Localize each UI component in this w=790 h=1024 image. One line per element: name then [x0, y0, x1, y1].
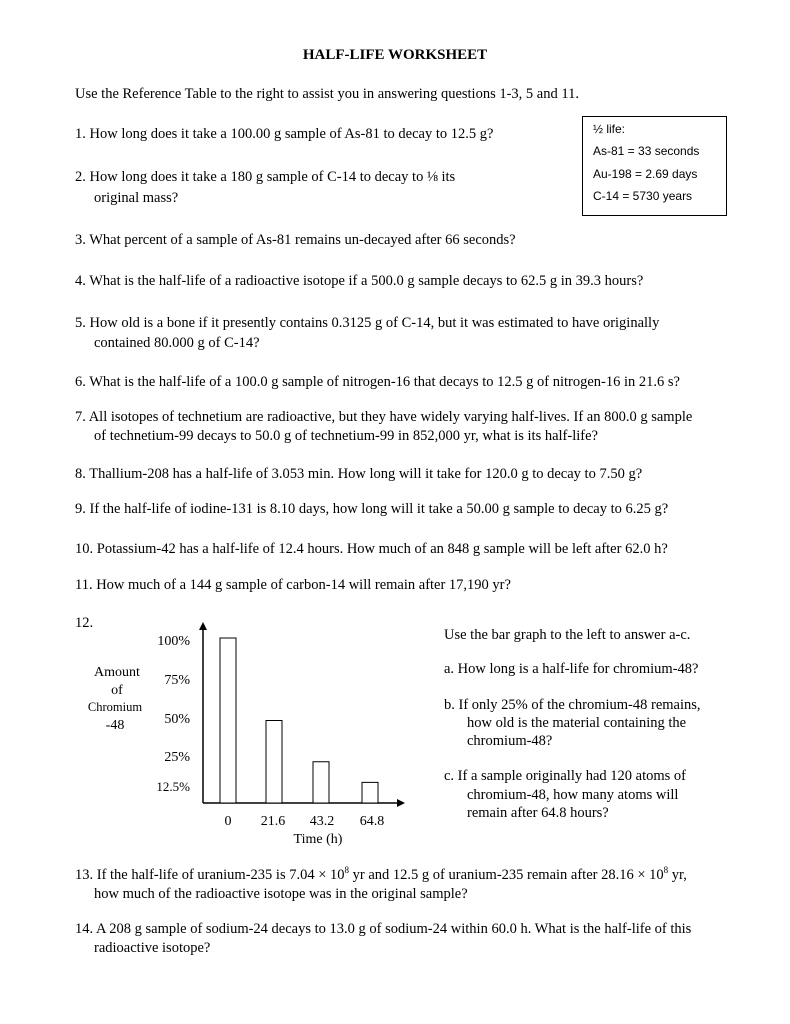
question-5: 5. How old is a bone if it presently contains 0.3125 g of C-14, but it was estimated to have originally — [75, 315, 660, 331]
x-axis-arrow — [397, 799, 405, 807]
reference-row: C-14 = 5730 years — [593, 189, 693, 203]
graph-question-c: c. If a sample originally had 120 atoms of — [444, 768, 687, 784]
x-axis-label: Time (h) — [293, 832, 343, 847]
y-tick-label: 12.5% — [156, 779, 190, 794]
y-axis-label: Chromium — [87, 700, 143, 714]
question-13-part: yr and 12.5 g of uranium-235 remain after 28.16 × 10 — [349, 867, 664, 883]
x-tick-label: 43.2 — [309, 814, 335, 829]
exponent: 8 — [344, 865, 350, 876]
question-14-continued: radioactive isotope? — [94, 940, 211, 956]
y-tick-label: 100% — [157, 634, 190, 649]
y-axis-label: of — [111, 683, 123, 698]
question-7-continued: of technetium-99 decays to 50.0 g of technetium-99 in 852,000 yr, what is its half-life? — [94, 428, 598, 444]
y-tick-label: 50% — [164, 712, 190, 727]
question-9: 9. If the half-life of iodine-131 is 8.10 days, how long will it take a 50.00 g sample to decay to 6.25 g? — [75, 501, 669, 517]
question-13 — [75, 866, 687, 885]
x-tick-label: 64.8 — [359, 814, 385, 829]
question-7: 7. All isotopes of technetium are radioactive, but they have widely varying half-lives. If an 800.0 g sample — [75, 409, 693, 425]
reference-row: Au-198 = 2.69 days — [593, 167, 698, 181]
question-3: 3. What percent of a sample of As-81 remains un-decayed after 66 seconds? — [75, 232, 516, 248]
exponent: 8 — [663, 865, 669, 876]
question-2: 2. How long does it take a 180 g sample of C-14 to decay to ⅛ its — [75, 169, 456, 185]
x-tick-label: 21.6 — [260, 814, 286, 829]
bar — [220, 638, 236, 803]
graph-question-b-continued: how old is the material containing the — [467, 715, 687, 731]
question-1: 1. How long does it take a 100.00 g sample of As-81 to decay to 12.5 g? — [75, 126, 494, 142]
question-2-continued: original mass? — [94, 190, 179, 206]
question-8: 8. Thallium-208 has a half-life of 3.053 min. How long will it take for 120.0 g to decay to 7.50 g? — [75, 466, 643, 482]
question-11: 11. How much of a 144 g sample of carbon-14 will remain after 17,190 yr? — [75, 577, 511, 593]
x-tick-label: 0 — [224, 814, 232, 829]
graph-question-c-continued: chromium-48, how many atoms will — [467, 787, 679, 803]
graph-question-b-continued: chromium-48? — [467, 733, 553, 749]
question-13-part: 13. If the half-life of uranium-235 is 7.04 × 10 — [75, 867, 345, 883]
question-13-continued: how much of the radioactive isotope was in the original sample? — [94, 886, 468, 902]
intro-text: Use the Reference Table to the right to assist you in answering questions 1-3, 5 and 11. — [75, 86, 579, 102]
question-13-part: yr, — [668, 867, 687, 883]
question-10: 10. Potassium-42 has a half-life of 12.4 hours. How much of an 848 g sample will be left after 62.0 h? — [75, 541, 668, 557]
question-5-continued: contained 80.000 g of C-14? — [94, 335, 260, 351]
bar — [362, 782, 378, 803]
y-tick-label: 25% — [164, 750, 190, 765]
y-axis-label: Amount — [94, 665, 140, 680]
graph-question-c-continued: remain after 64.8 hours? — [467, 805, 609, 821]
question-6: 6. What is the half-life of a 100.0 g sample of nitrogen-16 that decays to 12.5 g of nitrogen-16 in 21.6 s? — [75, 374, 680, 390]
reference-row: As-81 = 33 seconds — [593, 144, 700, 158]
y-axis-label: -48 — [105, 718, 125, 733]
y-tick-label: 75% — [164, 673, 190, 688]
graph-question-b: b. If only 25% of the chromium-48 remains, — [444, 697, 701, 713]
bar — [313, 762, 329, 803]
question-14: 14. A 208 g sample of sodium-24 decays to 13.0 g of sodium-24 within 60.0 h. What is the half-life of this — [75, 921, 692, 937]
graph-intro: Use the bar graph to the left to answer a-c. — [444, 627, 691, 643]
question-12-number: 12. — [75, 615, 94, 631]
question-4: 4. What is the half-life of a radioactive isotope if a 500.0 g sample decays to 62.5 g in 39.3 hours? — [75, 273, 644, 289]
graph-question-a: a. How long is a half-life for chromium-48? — [444, 661, 699, 677]
page-title: HALF-LIFE WORKSHEET — [302, 47, 488, 63]
bar — [266, 721, 282, 804]
reference-heading: ½ life: — [593, 122, 626, 136]
y-axis-arrow — [199, 622, 207, 630]
